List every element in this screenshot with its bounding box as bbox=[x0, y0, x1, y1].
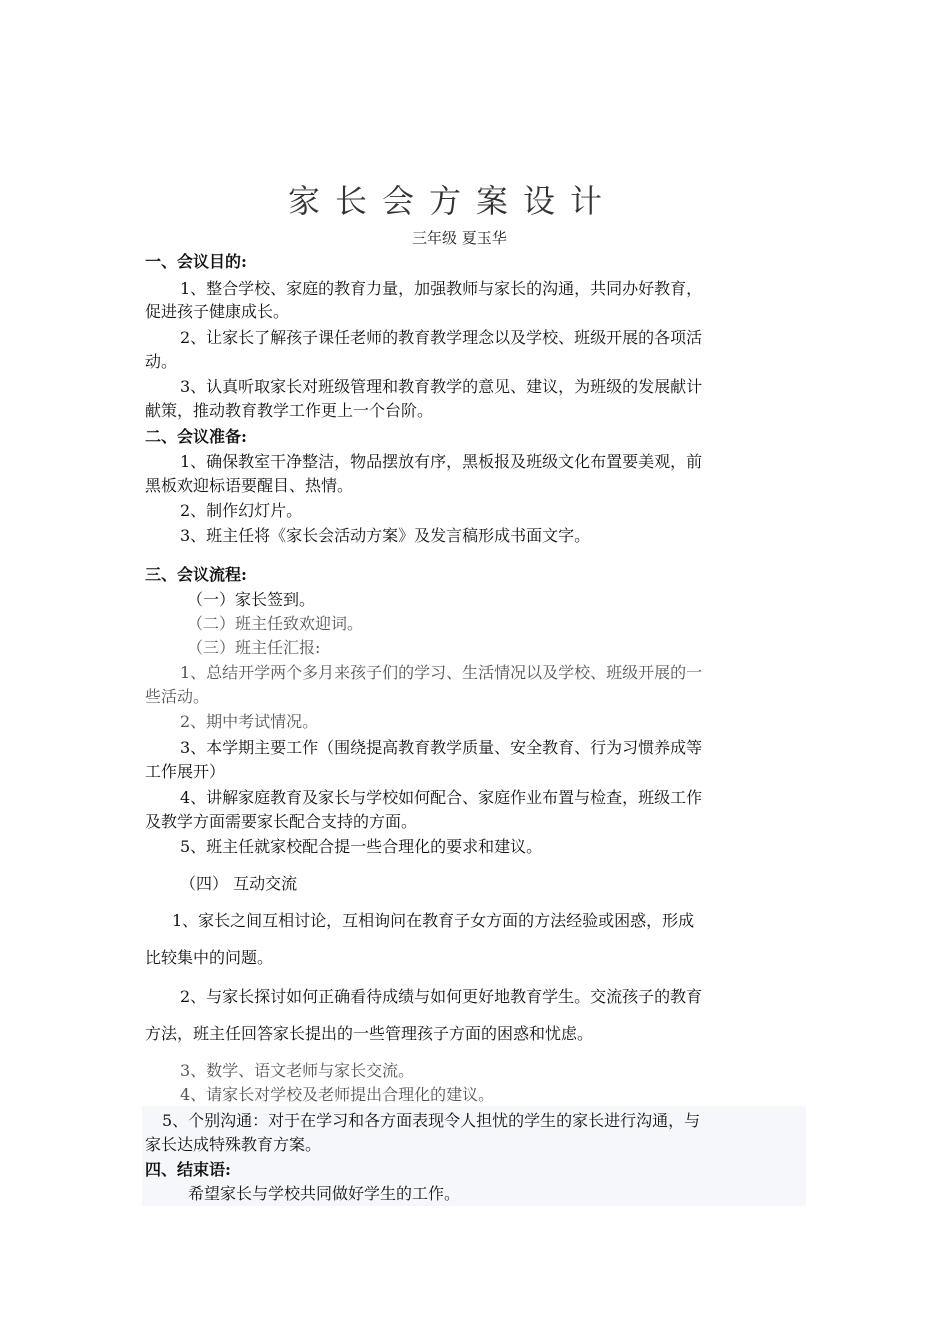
s3-report-1-line1: 1、总结开学两个多月来孩子们的学习、生活情况以及学校、班级开展的一 bbox=[180, 663, 703, 682]
s3-exchange-2-line2: 方法，班主任回答家长提出的一些管理孩子方面的困惑和忧虑。 bbox=[145, 1024, 594, 1043]
section-1-heading: 一、会议目的: bbox=[145, 252, 247, 271]
s1-p3-line1: 3、认真听取家长对班级管理和教育教学的意见、建议，为班级的发展献计 bbox=[180, 377, 703, 396]
s3-report-3-line2: 工作展开） bbox=[145, 762, 226, 781]
s3-exchange-2-line1: 2、与家长探讨如何正确看待成绩与如何更好地教育学生。交流孩子的教育 bbox=[180, 987, 703, 1006]
s3-step-3: （三）班主任汇报: bbox=[187, 638, 321, 657]
s3-report-4-line2: 及教学方面需要家长配合支持的方面。 bbox=[145, 812, 418, 831]
s1-p3-line2: 献策，推动教育教学工作更上一个台阶。 bbox=[145, 401, 434, 420]
s3-step-2: （二）班主任致欢迎词。 bbox=[187, 614, 364, 633]
s2-p1-line2: 黑板欢迎标语要醒目、热情。 bbox=[145, 476, 354, 495]
author-line: 三年级 夏玉华 bbox=[412, 229, 507, 247]
section-2-heading: 二、会议准备: bbox=[145, 427, 247, 446]
s3-exchange-1-line1: 1、家长之间互相讨论，互相询问在教育子女方面的方法经验或困惑，形成 bbox=[172, 911, 695, 930]
s3-exchange-5-line1: 5、个别沟通：对于在学习和各方面表现令人担忧的学生的家长进行沟通，与 bbox=[162, 1111, 701, 1130]
s3-exchange-3: 3、数学、语文老师与家长交流。 bbox=[180, 1061, 415, 1080]
s3-report-1-line2: 些活动。 bbox=[145, 687, 210, 706]
s2-p1-line1: 1、确保教室干净整洁，物品摆放有序，黑板报及班级文化布置要美观，前 bbox=[180, 452, 703, 471]
s3-report-4-line1: 4、讲解家庭教育及家长与学校如何配合、家庭作业布置与检查，班级工作 bbox=[180, 788, 703, 807]
s1-p1-line1: 1、整合学校、家庭的教育力量，加强教师与家长的沟通，共同办好教育， bbox=[180, 279, 703, 298]
section-3-heading: 三、会议流程: bbox=[145, 565, 247, 584]
s1-p2-line2: 动。 bbox=[145, 352, 178, 371]
section-4-heading: 四、结束语: bbox=[145, 1160, 231, 1179]
s3-report-2: 2、期中考试情况。 bbox=[180, 712, 319, 731]
s3-step-4: （四） 互动交流 bbox=[180, 874, 298, 893]
s3-step-1: （一）家长签到。 bbox=[187, 590, 316, 609]
s3-exchange-4: 4、请家长对学校及老师提出合理化的建议。 bbox=[180, 1085, 495, 1104]
s2-p2: 2、制作幻灯片。 bbox=[180, 501, 303, 520]
s1-p2-line1: 2、让家长了解孩子课任老师的教育教学理念以及学校、班级开展的各项活 bbox=[180, 328, 703, 347]
s3-exchange-1-line2: 比较集中的问题。 bbox=[145, 948, 274, 967]
s2-p3: 3、班主任将《家长会活动方案》及发言稿形成书面文字。 bbox=[180, 526, 591, 545]
s3-report-3-line1: 3、本学期主要工作（围绕提高教育教学质量、安全教育、行为习惯养成等 bbox=[180, 738, 703, 757]
s4-p1: 希望家长与学校共同做好学生的工作。 bbox=[188, 1184, 461, 1203]
document-title: 家长会方案设计 bbox=[288, 182, 618, 220]
s3-report-5: 5、班主任就家校配合提一些合理化的要求和建议。 bbox=[180, 837, 543, 856]
s1-p1-line2: 促进孩子健康成长。 bbox=[145, 302, 290, 321]
s3-exchange-5-line2: 家长达成特殊教育方案。 bbox=[145, 1135, 322, 1154]
